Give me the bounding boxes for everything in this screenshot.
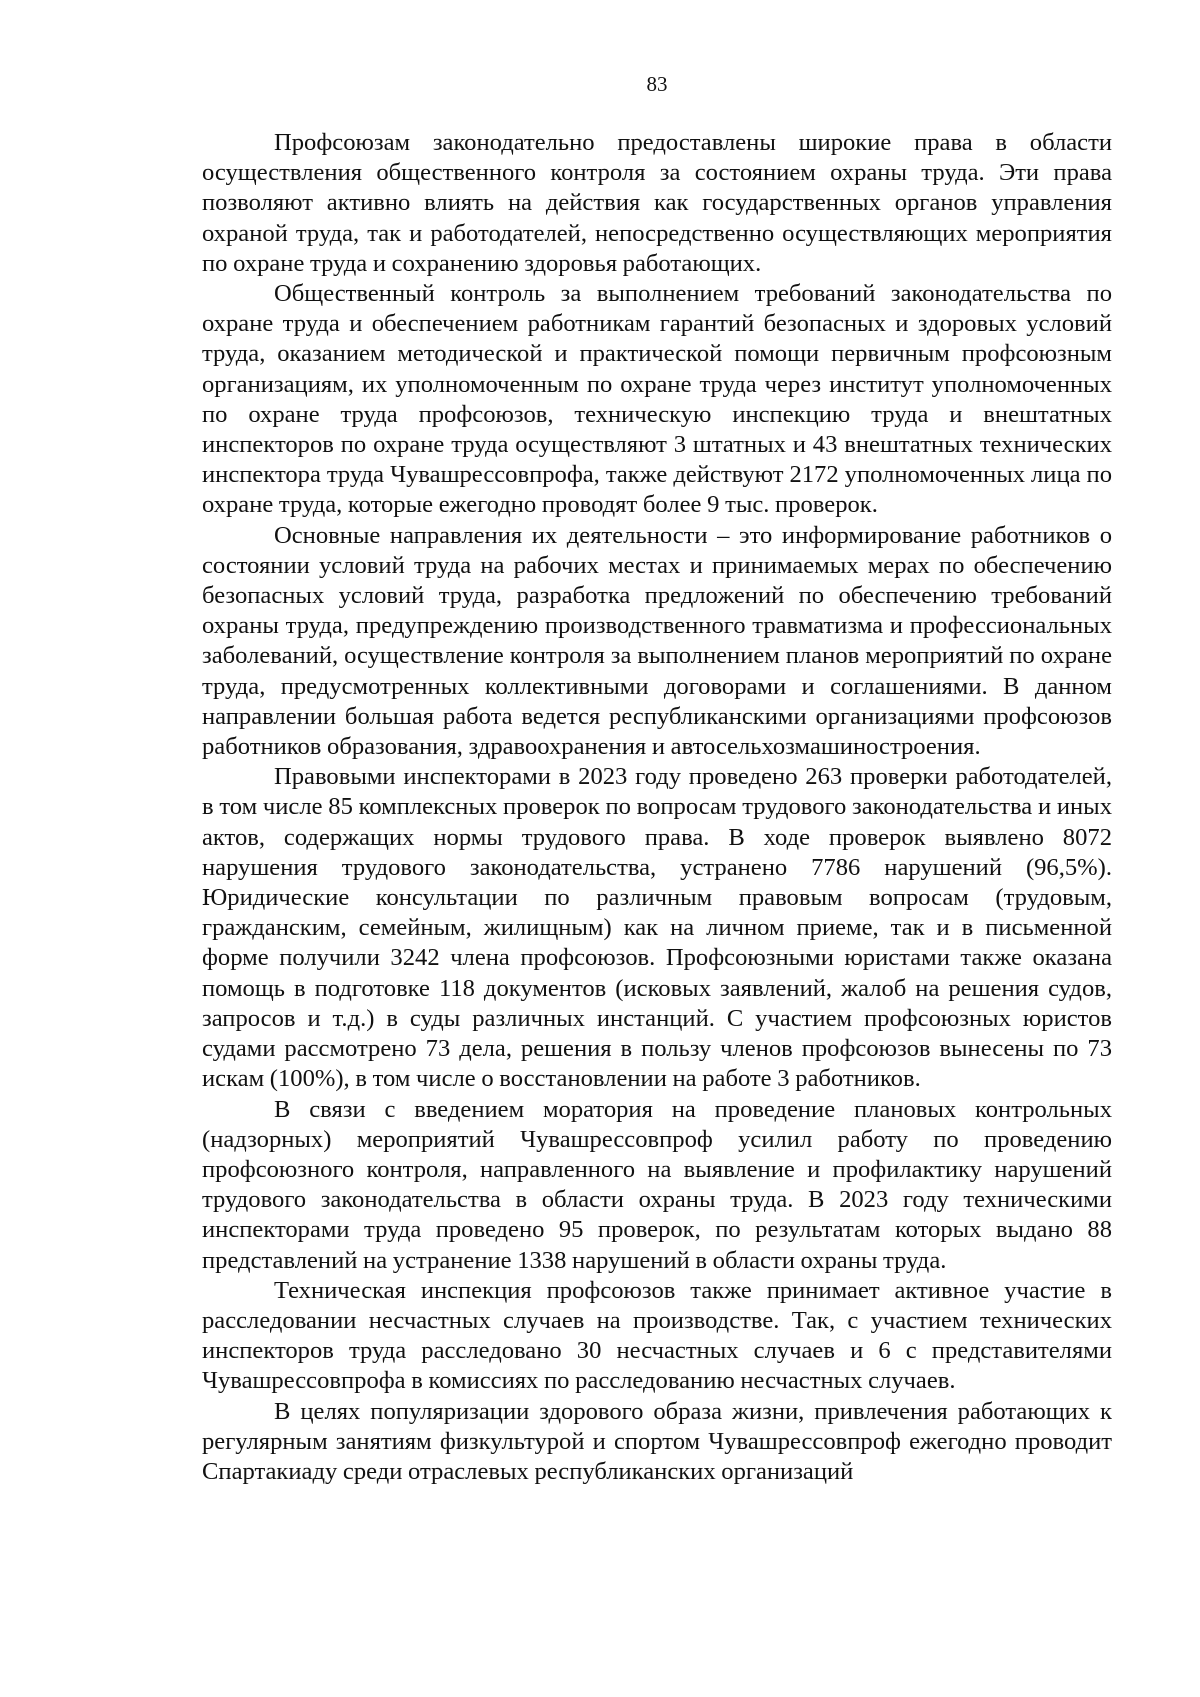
body-text <box>202 128 1112 1487</box>
paragraph: Профсоюзам законодательно предоставлены широкие права в области осуществления общественного контроля за состоянием охраны труда. Эти права позволяют активно влиять на действия как государственных органов управления охраной труда, так и работодателей, непосредственно осуществляющих мероприятия по охране труда и сохранению здоровья работающих. <box>202 129 1112 277</box>
paragraph: Техническая инспекция профсоюзов также принимает активное участие в расследовании несчастных случаев на производстве. Так, с участием технических инспекторов труда расследовано 30 несчастных случаев и 6 с представителями Чувашрессовпрофа в комиссиях по расследованию несчастных случаев. <box>202 1276 1112 1395</box>
paragraph: Общественный контроль за выполнением требований законодательства по охране труда и обеспечением работникам гарантий безопасных и здоровых условий труда, оказанием методической и практической помощи первичным профсоюзным организациям, их уполномоченным по охране труда через институт уполномоченных по охране труда профсоюзов, техническую инспекцию труда и внештатных инспекторов по охране труда осуществляют 3 штатных и 43 внештатных технических инспектора труда Чувашрессовпрофа, также действуют 2172 уполномоченных лица по охране труда, которые ежегодно проводят более 9 тыс. проверок. <box>202 280 1112 519</box>
paragraph: В связи с введением моратория на проведение плановых контрольных (надзорных) мероприятий Чувашрессовпроф усилил работу по проведению профсоюзного контроля, направленного на выявление и профилактику нарушений трудового законодательства в области охраны труда. В 2023 году техническими инспекторами труда проведено 95 проверок, по результатам которых выдано 88 представлений на устранение 1338 нарушений в области охраны труда. <box>202 1095 1112 1274</box>
paragraph: Правовыми инспекторами в 2023 году проведено 263 проверки работодателей, в том числе 85 комплексных проверок по вопросам трудового законодательства и иных актов, содержащих нормы трудового права. В ходе проверок выявлено 8072 нарушения трудового законодательства, устранено 7786 нарушений (96,5%). Юридические консультации по различным правовым вопросам (трудовым, гражданским, семейным, жилищным) как на личном приеме, так и в письменной форме получили 3242 члена профсоюзов. Профсоюзными юристами также оказана помощь в подготовке 118 документов (исковых заявлений, жалоб на решения судов, запросов и т.д.) в суды различных инстанций. С участием профсоюзных юристов судами рассмотрено 73 дела, решения в пользу членов профсоюзов вынесены по 73 искам (100%), в том числе о восстановлении на работе 3 работников. <box>202 763 1112 1093</box>
paragraph: Основные направления их деятельности – это информирование работников о состоянии условий труда на рабочих местах и принимаемых мерах по обеспечению безопасных условий труда, разработка предложений по обеспечению требований охраны труда, предупреждению производственного травматизма и профессиональных заболеваний, осуществление контроля за выполнением планов мероприятий по охране труда, предусмотренных коллективными договорами и соглашениями. В данном направлении большая работа ведется республиканскими организациями профсоюзов работников образования, здравоохранения и автосельхозмашиностроения. <box>202 521 1112 761</box>
paragraph: В целях популяризации здорового образа жизни, привлечения работающих к регулярным занятиям физкультурой и спортом Чувашрессовпроф ежегодно проводит Спартакиаду среди отраслевых республиканских организаций <box>202 1397 1112 1485</box>
page-number: 83 <box>646 72 668 96</box>
